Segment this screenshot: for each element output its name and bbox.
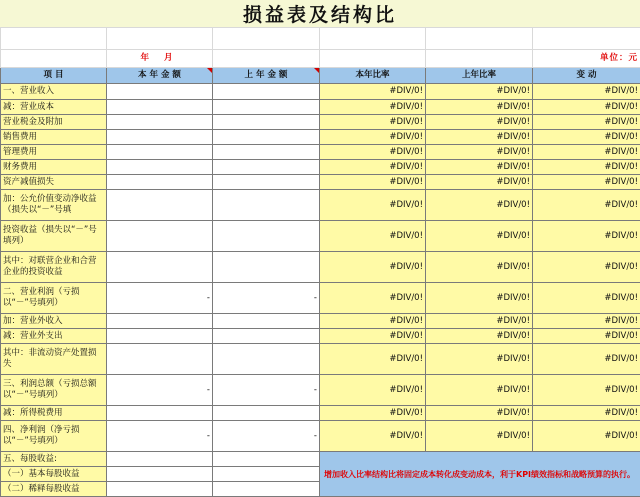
current-year-amount[interactable]: -: [107, 421, 213, 452]
current-year-amount[interactable]: [107, 482, 213, 497]
blank-row: [1, 28, 640, 50]
current-year-amount[interactable]: [107, 100, 213, 115]
table-row: [1, 100, 640, 115]
prior-year-ratio[interactable]: #DIV/0!: [426, 145, 533, 160]
current-year-amount[interactable]: [107, 145, 213, 160]
current-year-amount[interactable]: [107, 130, 213, 145]
row-item-label[interactable]: 财务费用: [1, 160, 107, 175]
current-year-ratio[interactable]: #DIV/0!: [320, 175, 426, 190]
table-row: [1, 175, 640, 190]
current-year-ratio[interactable]: #DIV/0!: [320, 130, 426, 145]
row-item-label[interactable]: 其中：非流动资产处置损失: [1, 344, 107, 375]
row-item-label[interactable]: 五、每股收益:: [1, 452, 107, 467]
change-value[interactable]: #DIV/0!: [533, 130, 640, 145]
row-item-label[interactable]: 二、营业利润（亏损以“－”号填列）: [1, 283, 107, 314]
table-row: [1, 344, 640, 375]
current-year-ratio[interactable]: #DIV/0!: [320, 221, 426, 252]
prior-year-amount[interactable]: [213, 130, 320, 145]
current-year-ratio[interactable]: #DIV/0!: [320, 84, 426, 100]
cell[interactable]: [426, 28, 533, 50]
row-item-label[interactable]: 一、营业收入: [1, 84, 107, 100]
prior-year-ratio[interactable]: #DIV/0!: [426, 406, 533, 421]
cell[interactable]: [213, 28, 320, 50]
current-year-ratio[interactable]: #DIV/0!: [320, 252, 426, 283]
prior-year-ratio[interactable]: #DIV/0!: [426, 375, 533, 406]
row-item-label[interactable]: 三、利润总额（亏损总额以“－”号填列）: [1, 375, 107, 406]
row-item-label[interactable]: 减：营业外支出: [1, 329, 107, 344]
prior-year-amount[interactable]: -: [213, 421, 320, 452]
prior-year-amount[interactable]: -: [213, 375, 320, 406]
cell[interactable]: [426, 50, 533, 68]
prior-year-amount[interactable]: [213, 84, 320, 100]
header-prior-year[interactable]: [213, 68, 320, 84]
cell[interactable]: [320, 50, 426, 68]
unit-label[interactable]: 单位：元: [533, 50, 640, 68]
income-statement-table: [0, 27, 640, 497]
prior-year-ratio[interactable]: #DIV/0!: [426, 314, 533, 329]
prior-year-amount[interactable]: [213, 467, 320, 482]
current-year-ratio[interactable]: #DIV/0!: [320, 406, 426, 421]
prior-year-amount[interactable]: [213, 100, 320, 115]
comment-marker-icon: [314, 68, 319, 73]
table-row: [1, 421, 640, 452]
row-item-label[interactable]: 销售费用: [1, 130, 107, 145]
table-row: [1, 221, 640, 252]
current-year-amount[interactable]: -: [107, 375, 213, 406]
header-current-year[interactable]: [107, 68, 213, 84]
current-year-ratio[interactable]: #DIV/0!: [320, 314, 426, 329]
table-row: [1, 190, 640, 221]
table-row: [1, 130, 640, 145]
header-prior-ratio[interactable]: 上年比率: [426, 68, 533, 84]
change-value[interactable]: #DIV/0!: [533, 314, 640, 329]
current-year-amount[interactable]: [107, 452, 213, 467]
current-year-ratio[interactable]: #DIV/0!: [320, 145, 426, 160]
change-value[interactable]: #DIV/0!: [533, 84, 640, 100]
change-value[interactable]: #DIV/0!: [533, 160, 640, 175]
current-year-ratio[interactable]: #DIV/0!: [320, 160, 426, 175]
cell[interactable]: [213, 50, 320, 68]
row-item-label[interactable]: （一）基本每股收益: [1, 467, 107, 482]
table-row: [1, 145, 640, 160]
prior-year-ratio[interactable]: #DIV/0!: [426, 100, 533, 115]
cell[interactable]: [1, 50, 107, 68]
current-year-ratio[interactable]: #DIV/0!: [320, 329, 426, 344]
current-year-amount[interactable]: [107, 314, 213, 329]
row-item-label[interactable]: 减：营业成本: [1, 100, 107, 115]
prior-year-ratio[interactable]: #DIV/0!: [426, 190, 533, 221]
change-value[interactable]: #DIV/0!: [533, 115, 640, 130]
change-value[interactable]: #DIV/0!: [533, 100, 640, 115]
header-item[interactable]: 项 目: [1, 68, 107, 84]
row-item-label[interactable]: 其中：对联营企业和合营企业的投资收益: [1, 252, 107, 283]
current-year-ratio[interactable]: #DIV/0!: [320, 421, 426, 452]
row-item-label[interactable]: 管理费用: [1, 145, 107, 160]
prior-year-amount[interactable]: [213, 329, 320, 344]
current-year-amount[interactable]: [107, 160, 213, 175]
header-change[interactable]: 变 动: [533, 68, 640, 84]
row-item-label[interactable]: 投资收益（损失以“－”号填列）: [1, 221, 107, 252]
table-row: [1, 283, 640, 314]
current-year-amount[interactable]: [107, 84, 213, 100]
prior-year-amount[interactable]: [213, 482, 320, 497]
analysis-note: 增加收入比率结构比将固定成本转化成变动成本，利于KPI绩效指标和战略预算的执行。: [320, 452, 640, 497]
change-value[interactable]: #DIV/0!: [533, 329, 640, 344]
current-year-amount[interactable]: [107, 221, 213, 252]
header-row: [1, 68, 640, 84]
prior-year-ratio[interactable]: #DIV/0!: [426, 344, 533, 375]
prior-year-amount[interactable]: [213, 175, 320, 190]
current-year-ratio[interactable]: #DIV/0!: [320, 115, 426, 130]
table-row: [1, 452, 640, 467]
prior-year-ratio[interactable]: #DIV/0!: [426, 252, 533, 283]
prior-year-ratio[interactable]: #DIV/0!: [426, 130, 533, 145]
current-year-ratio[interactable]: #DIV/0!: [320, 100, 426, 115]
row-item-label[interactable]: 四、净利润（净亏损以“－”号填列）: [1, 421, 107, 452]
prior-year-amount[interactable]: [213, 314, 320, 329]
prior-year-amount[interactable]: [213, 452, 320, 467]
table-row: [1, 375, 640, 406]
row-item-label[interactable]: 减：所得税费用: [1, 406, 107, 421]
change-value[interactable]: #DIV/0!: [533, 145, 640, 160]
current-year-amount[interactable]: [107, 406, 213, 421]
prior-year-amount[interactable]: [213, 160, 320, 175]
current-year-amount[interactable]: [107, 344, 213, 375]
row-item-label[interactable]: 营业税金及附加: [1, 115, 107, 130]
subheader-row: [1, 50, 640, 68]
current-year-ratio[interactable]: #DIV/0!: [320, 283, 426, 314]
prior-year-amount[interactable]: [213, 221, 320, 252]
prior-year-ratio[interactable]: #DIV/0!: [426, 175, 533, 190]
row-item-label[interactable]: 加：营业外收入: [1, 314, 107, 329]
period-label[interactable]: 年 月: [107, 50, 213, 68]
row-item-label[interactable]: 加：公允价值变动净收益（损失以“－”号填: [1, 190, 107, 221]
prior-year-amount[interactable]: [213, 115, 320, 130]
header-label: 上 年 金 额: [245, 70, 288, 80]
change-value[interactable]: #DIV/0!: [533, 283, 640, 314]
table-row: [1, 329, 640, 344]
current-year-amount[interactable]: [107, 329, 213, 344]
header-label: 本 年 金 额: [138, 70, 181, 80]
table-row: [1, 406, 640, 421]
change-value[interactable]: #DIV/0!: [533, 175, 640, 190]
current-year-amount[interactable]: [107, 467, 213, 482]
table-row: [1, 314, 640, 329]
current-year-ratio[interactable]: #DIV/0!: [320, 344, 426, 375]
prior-year-amount[interactable]: [213, 406, 320, 421]
prior-year-ratio[interactable]: #DIV/0!: [426, 221, 533, 252]
prior-year-ratio[interactable]: #DIV/0!: [426, 329, 533, 344]
change-value[interactable]: #DIV/0!: [533, 421, 640, 452]
change-value[interactable]: #DIV/0!: [533, 375, 640, 406]
prior-year-ratio[interactable]: #DIV/0!: [426, 115, 533, 130]
prior-year-ratio[interactable]: #DIV/0!: [426, 421, 533, 452]
current-year-amount[interactable]: -: [107, 283, 213, 314]
change-value[interactable]: #DIV/0!: [533, 221, 640, 252]
current-year-amount[interactable]: [107, 252, 213, 283]
change-value[interactable]: #DIV/0!: [533, 344, 640, 375]
change-value[interactable]: #DIV/0!: [533, 406, 640, 421]
current-year-ratio[interactable]: #DIV/0!: [320, 190, 426, 221]
cell[interactable]: [1, 28, 107, 50]
prior-year-amount[interactable]: [213, 145, 320, 160]
sheet-title: 损益表及结构比: [0, 0, 640, 28]
table-row: [1, 84, 640, 100]
prior-year-amount[interactable]: -: [213, 283, 320, 314]
change-value[interactable]: #DIV/0!: [533, 190, 640, 221]
row-item-label[interactable]: （二）稀释每股收益: [1, 482, 107, 497]
comment-marker-icon: [207, 68, 212, 73]
prior-year-amount[interactable]: [213, 344, 320, 375]
current-year-amount[interactable]: [107, 190, 213, 221]
table-row: [1, 252, 640, 283]
table-row: [1, 160, 640, 175]
current-year-amount[interactable]: [107, 115, 213, 130]
prior-year-amount[interactable]: [213, 252, 320, 283]
cell[interactable]: [533, 28, 640, 50]
row-item-label[interactable]: 资产减值损失: [1, 175, 107, 190]
current-year-amount[interactable]: [107, 175, 213, 190]
cell[interactable]: [107, 28, 213, 50]
table-row: [1, 115, 640, 130]
cell[interactable]: [320, 28, 426, 50]
prior-year-ratio[interactable]: #DIV/0!: [426, 160, 533, 175]
header-current-ratio[interactable]: 本年比率: [320, 68, 426, 84]
current-year-ratio[interactable]: #DIV/0!: [320, 375, 426, 406]
prior-year-ratio[interactable]: #DIV/0!: [426, 283, 533, 314]
prior-year-amount[interactable]: [213, 190, 320, 221]
prior-year-ratio[interactable]: #DIV/0!: [426, 84, 533, 100]
change-value[interactable]: #DIV/0!: [533, 252, 640, 283]
